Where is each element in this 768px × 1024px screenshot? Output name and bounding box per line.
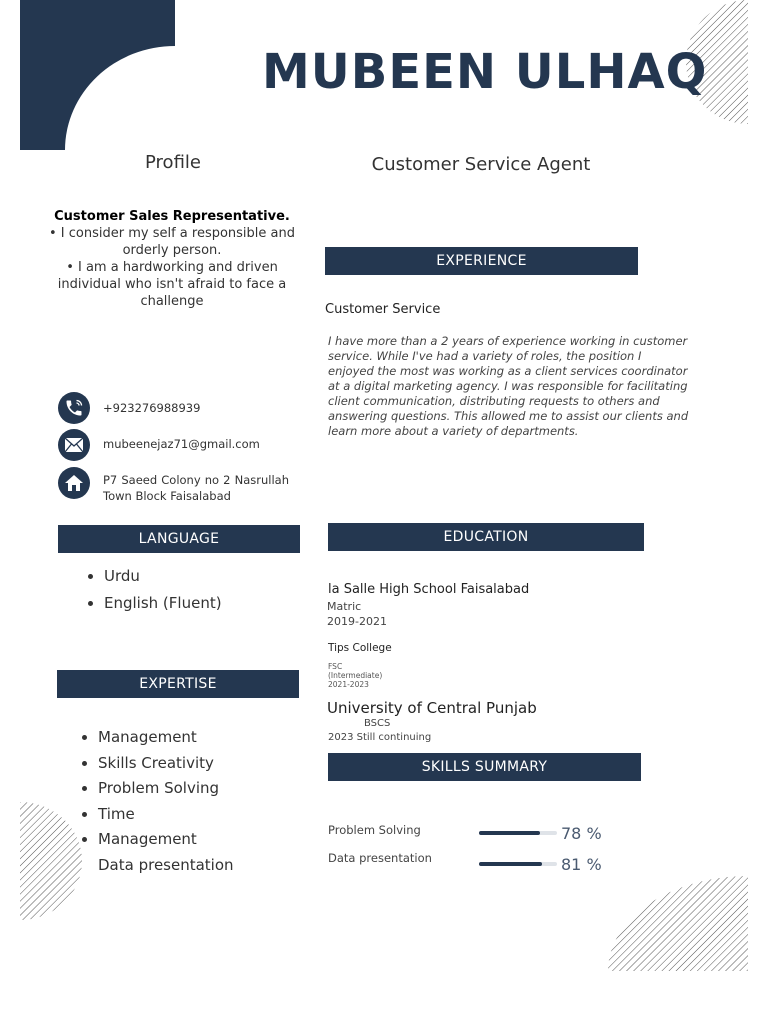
language-header: LANGUAGE (58, 525, 300, 553)
college-detail-line: FSC (328, 662, 343, 671)
skill-percent: 78 % (561, 824, 602, 843)
candidate-name: MUBEEN ULHAQ (262, 44, 708, 100)
corner-shape-top-left (20, 0, 176, 150)
experience-header: EXPERIENCE (325, 247, 638, 275)
college-details (328, 662, 382, 689)
university-name: University of Central Punjab (327, 699, 537, 717)
home-address: P7 Saeed Colony no 2 Nasrullah Town Block Faisalabad (103, 473, 289, 503)
education-header: EDUCATION (328, 523, 644, 551)
skill-name: Data presentation (328, 851, 432, 865)
expertise-item: • Management (98, 830, 234, 856)
university-degree: BSCS (364, 718, 391, 729)
college-detail-line: 2021-2023 (328, 680, 369, 689)
university-years: 2023 Still continuing (328, 732, 432, 743)
college-name: Tips College (328, 642, 392, 654)
expertise-item: Data presentation (98, 855, 234, 874)
skill-bar-track (479, 862, 557, 866)
home-icon (58, 467, 90, 499)
profile-line: • I am a hardworking and driven individual who isn't afraid to face a challenge (57, 260, 287, 309)
school-name: la Salle High School Faisalabad (328, 582, 530, 597)
experience-title: Customer Service (325, 302, 441, 317)
email-icon (58, 429, 90, 461)
language-item: • Urdu (104, 567, 222, 585)
expertise-item: • Time (98, 805, 234, 831)
school-level: Matric (327, 600, 362, 613)
skills-header: SKILLS SUMMARY (328, 753, 641, 781)
phone-icon (58, 392, 90, 424)
profile-heading: Profile (145, 152, 201, 173)
job-role-title: Customer Service Agent (371, 154, 591, 175)
hatched-circle-left (20, 802, 84, 920)
skill-percent: 81 % (561, 855, 602, 874)
expertise-item: • Management (98, 728, 234, 754)
expertise-header: EXPERTISE (57, 670, 299, 698)
skill-bar-fill (479, 831, 540, 835)
expertise-list (80, 728, 234, 881)
skill-bar-fill (479, 862, 542, 866)
profile-lead: Customer Sales Representative. (54, 209, 290, 224)
language-item: • English (Fluent) (104, 594, 222, 612)
experience-description: I have more than a 2 years of experience working in customer service. While I've had a variety of roles, the position I enjoyed the most was working as a client services coordinator at a digital marketing agency. I was responsible for facilitating client communication, distributing requests to others and answering questions. This allowed me to assist our clients and learn more about a variety of departments. (328, 334, 689, 438)
hatched-circle-bottom-right (608, 876, 748, 971)
skill-name: Problem Solving (328, 823, 421, 837)
school-years: 2019-2021 (327, 615, 387, 628)
expertise-item: • Skills Creativity (98, 754, 234, 780)
expertise-item: • Problem Solving (98, 779, 234, 805)
college-detail-line: (Intermediate) (328, 671, 383, 680)
skill-bar-track (479, 831, 557, 835)
language-list (86, 567, 222, 621)
phone-number: +923276988939 (103, 401, 201, 415)
profile-summary (40, 208, 304, 310)
email-address: mubeenejaz71@gmail.com (103, 437, 260, 451)
profile-line: • I consider my self a responsible and orderly person. (48, 226, 295, 258)
